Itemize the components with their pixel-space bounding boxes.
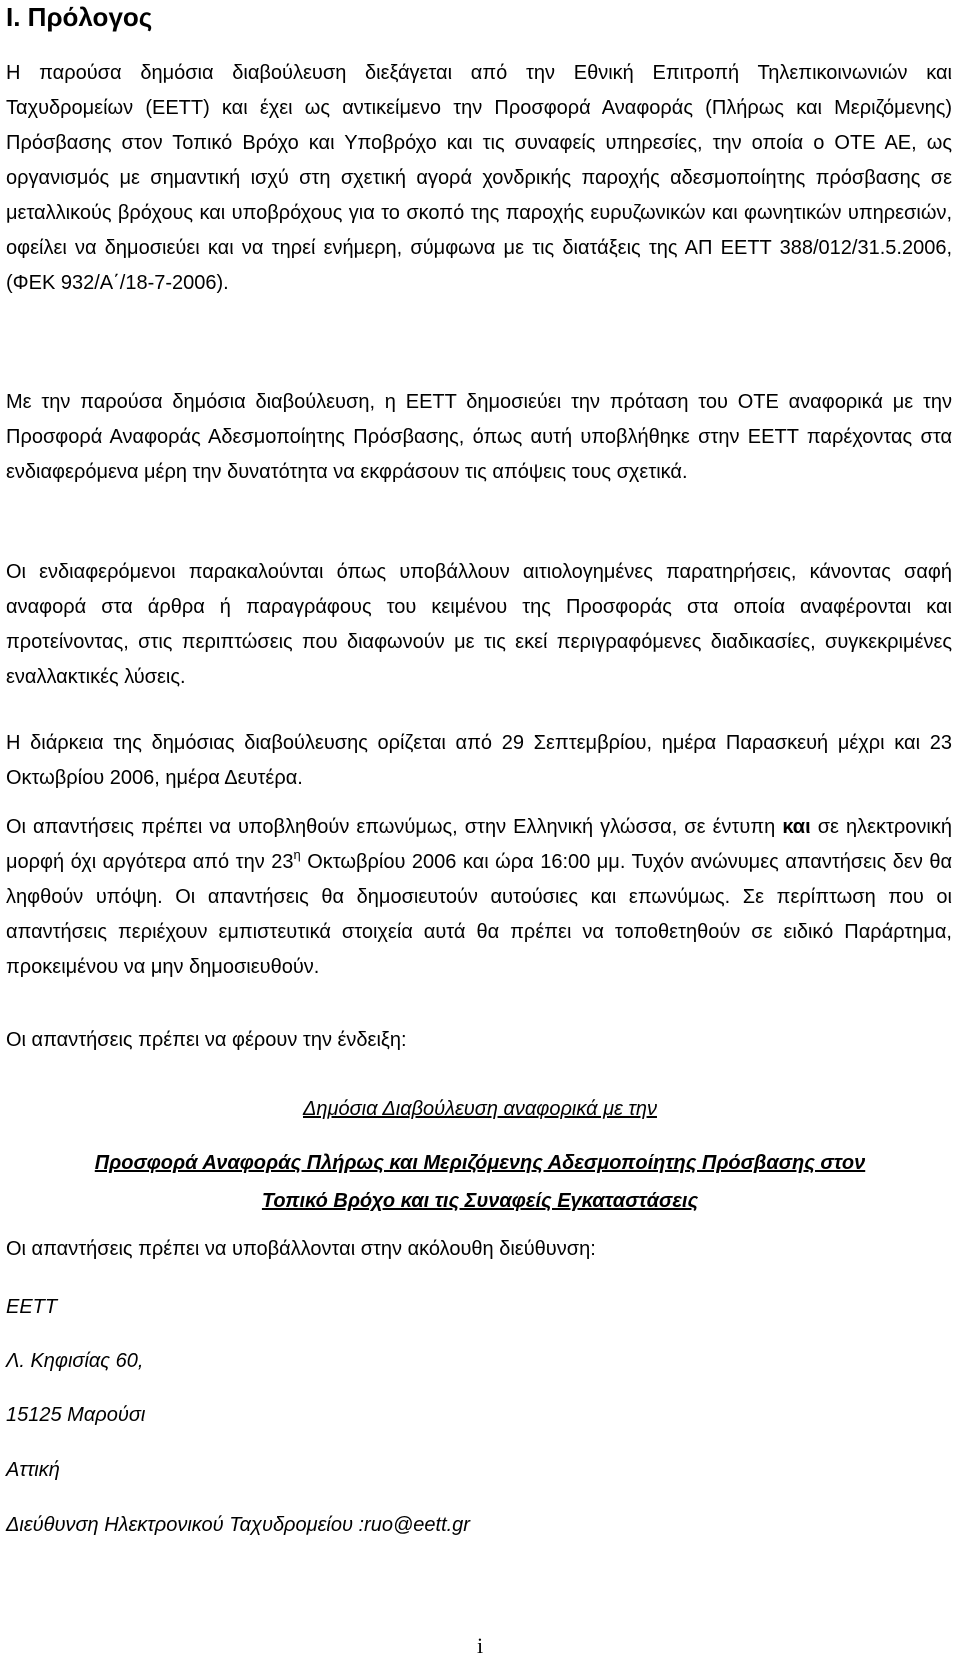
address-org: ΕΕΤΤ (6, 1296, 58, 1318)
subject-title-part-1: Προσφορά Αναφοράς Πλήρως και Μεριζόμενης Αδεσμοποίητης Πρόσβασης στον (94, 1152, 866, 1174)
paragraph-intro: Η παρούσα δημόσια διαβούλευση διεξάγεται από την Εθνική Επιτροπή Τηλεπικοινωνιών και Ταχυδρομείων (ΕΕΤΤ) και έχει ως αντικείμενο την Προσφορά Αναφοράς (Πλήρως και Μεριζόμενης) Πρόσβασης στον Τοπικό Βρόχο και Υποβρόχο και τις συναφείς υπηρεσίες, την οποία ο ΟΤΕ ΑΕ, ως οργανισμός με σημαντική ισχύ στη σχετική αγορά χονδρικής παροχής αδεσμοποίητης πρόσβασης σε μεταλλικούς βρόχους και υποβρόχους για το σκοπό της παροχής ευρυζωνικών και φωνητικών υπηρεσιών, οφείλει να δημοσιεύει και να τηρεί ενήμερη, σύμφωνα με τις διατάξεις της ΑΠ ΕΕΤΤ 388/012/31.5.2006, (ΦΕΚ 932/Α΄/18-7-2006). (6, 62, 952, 294)
submission-bold: και (782, 816, 811, 838)
submission-text-2: σε ηλεκτρονική μορφή όχι αργότερα από την 23 (6, 816, 952, 873)
paragraph-label-note: Οι απαντήσεις πρέπει να φέρουν την ένδειξη: (6, 1029, 407, 1051)
paragraph-address-intro: Οι απαντήσεις πρέπει να υποβάλλονται στην ακόλουθη διεύθυνση: (6, 1238, 596, 1260)
paragraph-publication: Με την παρούσα δημόσια διαβούλευση, η ΕΕΤΤ δημοσιεύει την πρόταση του ΟΤΕ αναφορικά με την Προσφορά Αναφοράς Αδεσμοποίητης Πρόσβασης, όπως αυτή υποβλήθηκε στην ΕΕΤΤ παρέχοντας στα ενδιαφερόμενα μέρη την δυνατότητα να εκφράσουν τις απόψεις τους σχετικά. (6, 391, 952, 483)
submission-text-3: Οκτωβρίου 2006 και ώρα 16:00 μμ. Τυχόν ανώνυμες απαντήσεις δεν θα ληφθούν υπόψη. Οι απαντήσεις θα δημοσιευτούν αυτούσιες και επωνύμως. Σε περίπτωση που οι απαντήσεις περιέχουν εμπιστευτικά στοιχεία αυτά θα πρέπει να τοποθετηθούν σε ειδικό Παράρτημα, προκειμένου να μην δημοσιευθούν. (6, 851, 953, 978)
subject-title (0, 1144, 960, 1220)
paragraph-duration: Η διάρκεια της δημόσιας διαβούλευσης ορίζεται από 29 Σεπτεμβρίου, ημέρα Παρασκευή μέχρι και 23 Οκτωβρίου 2006, ημέρα Δευτέρα. (6, 732, 952, 789)
subject-title-part-2: Τοπικό Βρόχο και τις Συναφείς Εγκαταστάσεις (261, 1190, 699, 1212)
address-street: Λ. Κηφισίας 60, (6, 1350, 144, 1372)
paragraph-submission (6, 810, 952, 985)
subject-line-1: Δημόσια Διαβούλευση αναφορικά με την (303, 1098, 657, 1120)
page-number: i (476, 1633, 484, 1658)
address-region: Αττική (6, 1459, 60, 1481)
paragraph-instructions: Οι ενδιαφερόμενοι παρακαλούνται όπως υποβάλλουν αιτιολογημένες παρατηρήσεις, κάνοντας σαφή αναφορά στα άρθρα ή παραγράφους του κειμένου της Προσφοράς στα οποία αναφέρονται και προτείνοντας, στις περιπτώσεις που διαφωνούν με τις εκεί περιγραφόμενες διαδικασίες, συγκεκριμένες εναλλακτικές λύσεις. (6, 561, 952, 688)
submission-superscript: η (293, 847, 301, 862)
address-email: Διεύθυνση Ηλεκτρονικού Ταχυδρομείου :ruo@eett.gr (6, 1514, 470, 1536)
submission-text-1: Οι απαντήσεις πρέπει να υποβληθούν επωνύμως, στην Ελληνική γλώσσα, σε έντυπη (6, 816, 776, 838)
address-city: 15125 Μαρούσι (6, 1404, 146, 1426)
section-heading: I. Πρόλογος (6, 2, 153, 32)
